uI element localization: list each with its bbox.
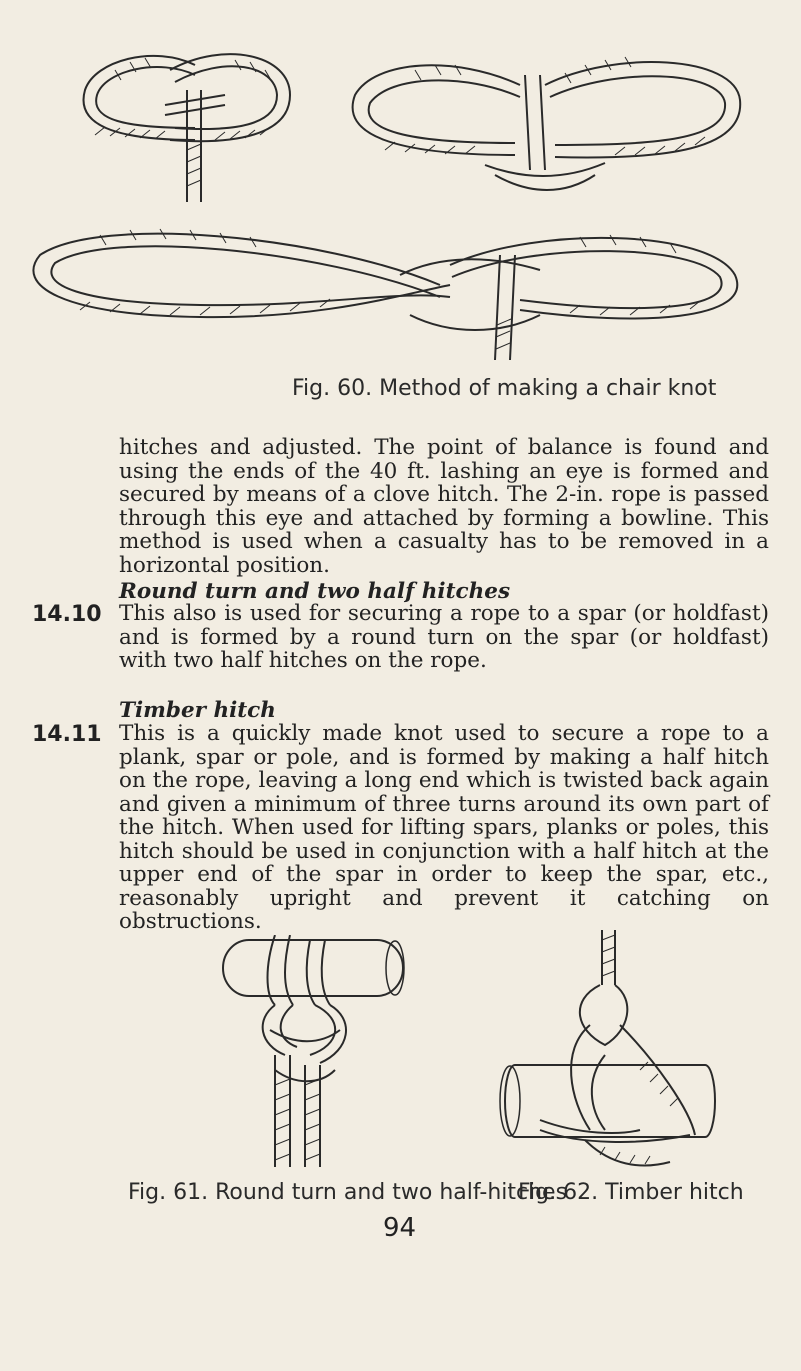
section-number-14-11: 14.11: [32, 722, 102, 747]
paragraph-timber-hitch: This is a quickly made knot used to secure a rope to a plank, spar or pole, and is formed by making a half hitch on the rope, leaving a long end which is twisted back again and given a minimum of three turns around its own part of the hitch. When used for lifting spars, planks or poles, this hitch should be used in conjunction with a half hitch at the upper end of the spar in order to keep the spar, etc., reasonably upright and prevent it catching on obstructions.: [119, 721, 769, 934]
fig60-drawing-step3: [20, 215, 770, 365]
fig62-drawing: [490, 930, 730, 1180]
section-number-14-10: 14.10: [32, 602, 102, 627]
fig60-caption: Fig. 60. Method of making a chair knot: [292, 376, 717, 401]
heading-timber-hitch: Timber hitch: [119, 698, 276, 723]
intro-paragraph: hitches and adjusted. The point of balance is found and using the ends of the 40 ft. lashing an eye is formed and secured by means of a clove hitch. The 2-in. rope is passed through this eye and attached by forming a bowline. This method is used when a casualty has to be removed in a horizontal position.: [119, 435, 769, 578]
fig61-caption: Fig. 61. Round turn and two half-hitches: [128, 1180, 568, 1205]
page-number: 94: [383, 1213, 417, 1243]
fig60-drawing-step1: [75, 40, 315, 205]
paragraph-round-turn: This also is used for securing a rope to a spar (or holdfast) and is formed by a round turn on the spar (or holdfast) with two half hitches on the rope.: [119, 601, 769, 673]
fig62-caption: Fig. 62. Timber hitch: [518, 1180, 744, 1205]
fig60-drawing-step2: [335, 45, 775, 210]
fig61-drawing: [215, 935, 415, 1175]
heading-round-turn: Round turn and two half hitches: [119, 579, 511, 604]
